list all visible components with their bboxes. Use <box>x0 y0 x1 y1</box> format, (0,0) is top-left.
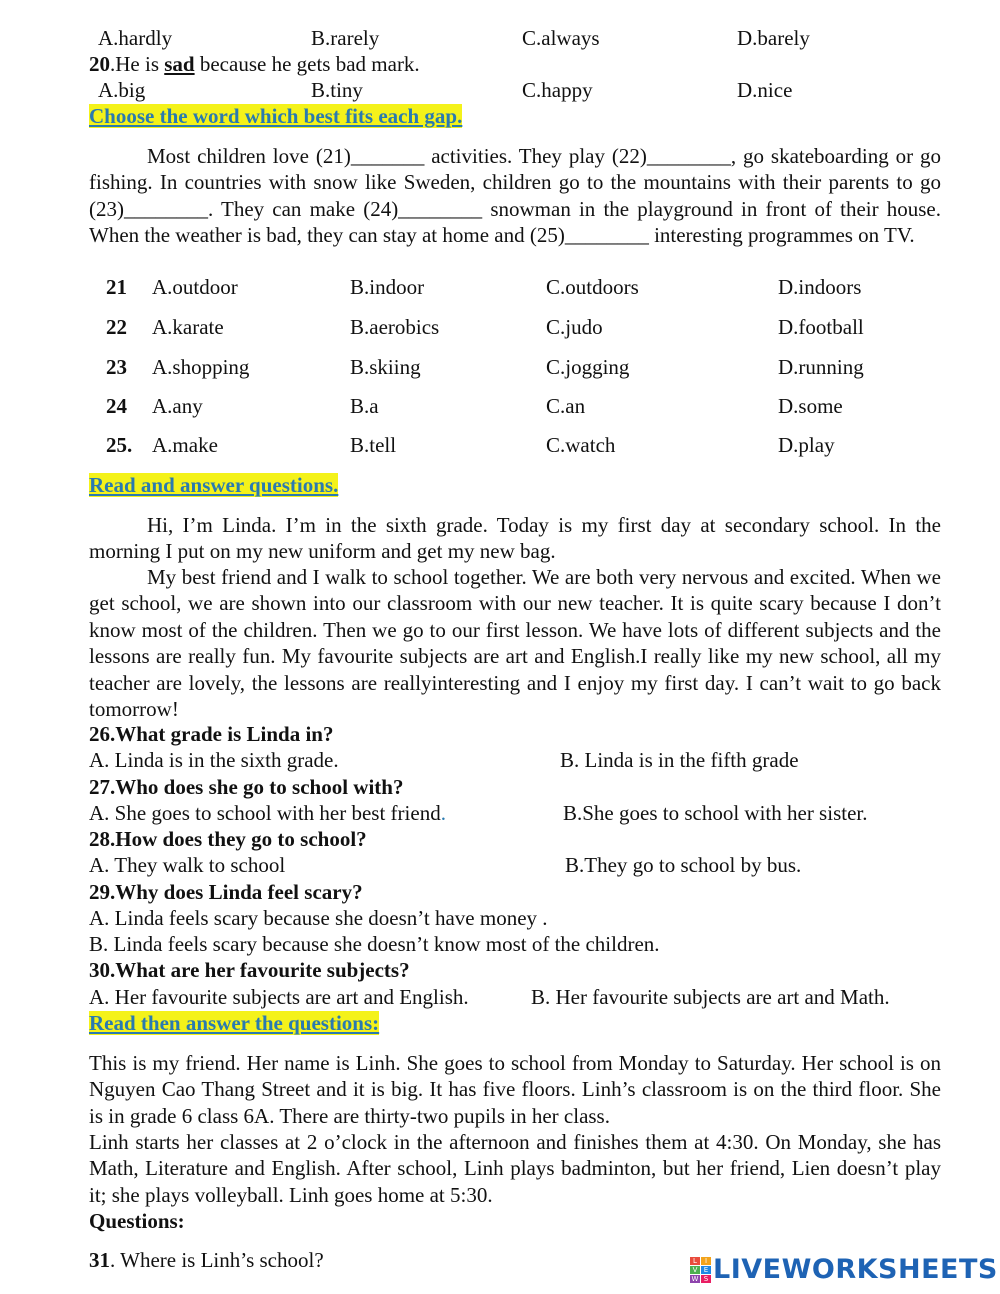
option-c: C.happy <box>522 78 593 102</box>
gap-question-21 <box>0 274 1000 300</box>
answer-27-b: B.She goes to school with her sister. <box>563 801 868 825</box>
linh-paragraph-2: Linh starts her classes at 2 o’clock in the afternoon and finishes them at 4:30. On Monday, she has Math, Literature and English. After school, Linh plays badminton, but her friend, Lien doesn’t play it; she plays volleyball. Linh goes home at 5:30. <box>89 1130 941 1207</box>
section-heading-read-answer <box>89 472 338 498</box>
question-text: . Where is Linh’s school? <box>110 1248 324 1272</box>
option-a: A.make <box>152 433 218 457</box>
answer-29-b: B. Linda feels scary because she doesn’t know most of the children. <box>89 932 660 956</box>
question-31 <box>89 1247 324 1273</box>
logo-mark-letter: I <box>701 1257 711 1265</box>
answer-27-a-dot: . <box>440 801 446 825</box>
heading-text: Read and answer questions. <box>89 473 339 497</box>
q19-options <box>89 25 989 51</box>
logo-mark-letter: L <box>690 1257 700 1265</box>
option-d: D.some <box>778 394 843 418</box>
question-number: 23 <box>106 355 127 379</box>
answer-26-a: A. Linda is in the sixth grade. <box>89 748 339 772</box>
answer-26-b: B. Linda is in the fifth grade <box>560 748 799 772</box>
option-a: A.shopping <box>152 355 250 379</box>
liveworksheets-logo <box>690 1253 998 1285</box>
option-c: C.outdoors <box>546 275 639 299</box>
answer-28-b: B.They go to school by bus. <box>565 853 802 877</box>
option-c: C.jogging <box>546 355 630 379</box>
question-28: 28.How does they go to school? <box>89 827 367 851</box>
question-27: 27.Who does she go to school with? <box>89 775 404 799</box>
option-d: D.nice <box>737 78 793 102</box>
option-b: B.a <box>350 394 379 418</box>
option-a: A.karate <box>152 315 224 339</box>
answer-30-b: B. Her favourite subjects are art and Math. <box>531 985 890 1009</box>
option-c: C.always <box>522 26 600 50</box>
option-c: C.judo <box>546 315 603 339</box>
gap-passage: Most children love (21)_______ activities. They play (22)________, go skateboarding or go fishing. In countries with snow like Sweden, children go to the mountains with their parents to go (23)________. They can make (24)________ snowman in the playground in front of their house. When the weather is bad, they can stay at home and (25)________ interesting programmes on TV. <box>89 144 941 248</box>
gap-question-22 <box>0 314 1000 340</box>
question-30: 30.What are her favourite subjects? <box>89 958 410 982</box>
heading-text: Choose the word which best fits each gap. <box>89 104 463 128</box>
question-20 <box>89 51 420 77</box>
option-d: D.play <box>778 433 835 457</box>
question-text-pre: .He is <box>110 52 165 76</box>
question-number: 24 <box>106 394 127 418</box>
logo-text: LIVEWORKSHEETS <box>713 1253 998 1285</box>
option-a: A.big <box>98 78 146 102</box>
question-number: 22 <box>106 315 127 339</box>
linda-paragraph-1: Hi, I’m Linda. I’m in the sixth grade. Today is my first day at secondary school. In the morning I put on my new uniform and get my new bag. <box>89 513 941 564</box>
option-d: D.indoors <box>778 275 862 299</box>
logo-mark-letter: W <box>691 1275 699 1283</box>
logo-mark-letter: E <box>701 1266 711 1274</box>
option-b: B.indoor <box>350 275 425 299</box>
option-b: B.aerobics <box>350 315 440 339</box>
option-d: D.running <box>778 355 864 379</box>
logo-mark-icon <box>690 1257 710 1281</box>
option-b: B.tiny <box>311 78 363 102</box>
option-a: A.any <box>152 394 203 418</box>
logo-mark-letter: S <box>701 1275 711 1283</box>
question-number: 21 <box>106 275 127 299</box>
section-heading-read-then-answer <box>89 1010 379 1036</box>
logo-mark-letter: V <box>690 1266 700 1274</box>
answer-29-a: A. Linda feels scary because she doesn’t have money . <box>89 906 548 930</box>
answer-27-a-text: A. She goes to school with her best friend <box>89 801 441 825</box>
option-b: B.tell <box>350 433 397 457</box>
answer-30-a: A. Her favourite subjects are art and English. <box>89 985 469 1009</box>
option-c: C.an <box>546 394 586 418</box>
heading-text: Read then answer the questions: <box>89 1011 380 1035</box>
linda-paragraph-2: My best friend and I walk to school together. We are both very nervous and excited. When we get school, we are shown into our classroom with our new teacher. It is quite scary because I don’t know most of the children. Then we go to our first lesson. We have lots of different subjects and the lessons are really fun. My favourite subjects are art and English.I really like my new school, all my teacher are lovely, the lessons are reallyinteresting and I enjoy my first day. I can’t wait to go back tomorrow! <box>89 565 941 722</box>
answer-27-a <box>89 800 446 826</box>
question-26: 26.What grade is Linda in? <box>89 722 334 746</box>
key-word: sad <box>164 52 195 76</box>
gap-question-25 <box>0 432 1000 458</box>
option-a: A.outdoor <box>152 275 238 299</box>
section-heading-gap-fill <box>89 103 462 129</box>
question-text-post: because he gets bad mark. <box>194 52 420 76</box>
question-29: 29.Why does Linda feel scary? <box>89 880 363 904</box>
option-d: D.football <box>778 315 864 339</box>
question-number: 20 <box>89 52 110 76</box>
gap-question-24 <box>0 393 1000 419</box>
option-a: A.hardly <box>98 26 173 50</box>
option-c: C.watch <box>546 433 616 457</box>
gap-question-23 <box>0 354 1000 380</box>
option-b: B.skiing <box>350 355 421 379</box>
question-number: 31 <box>89 1248 110 1272</box>
question-number: 25. <box>106 433 133 457</box>
option-b: B.rarely <box>311 26 380 50</box>
answer-28-a: A. They walk to school <box>89 853 286 877</box>
questions-label: Questions: <box>89 1209 185 1233</box>
q20-options <box>89 77 989 103</box>
option-d: D.barely <box>737 26 810 50</box>
linh-paragraph-1: This is my friend. Her name is Linh. She goes to school from Monday to Saturday. Her school is on Nguyen Cao Thang Street and it is big. It has five floors. Linh’s classroom is on the third floor. She is in grade 6 class 6A. There are thirty-two pupils in her class. <box>89 1051 941 1128</box>
